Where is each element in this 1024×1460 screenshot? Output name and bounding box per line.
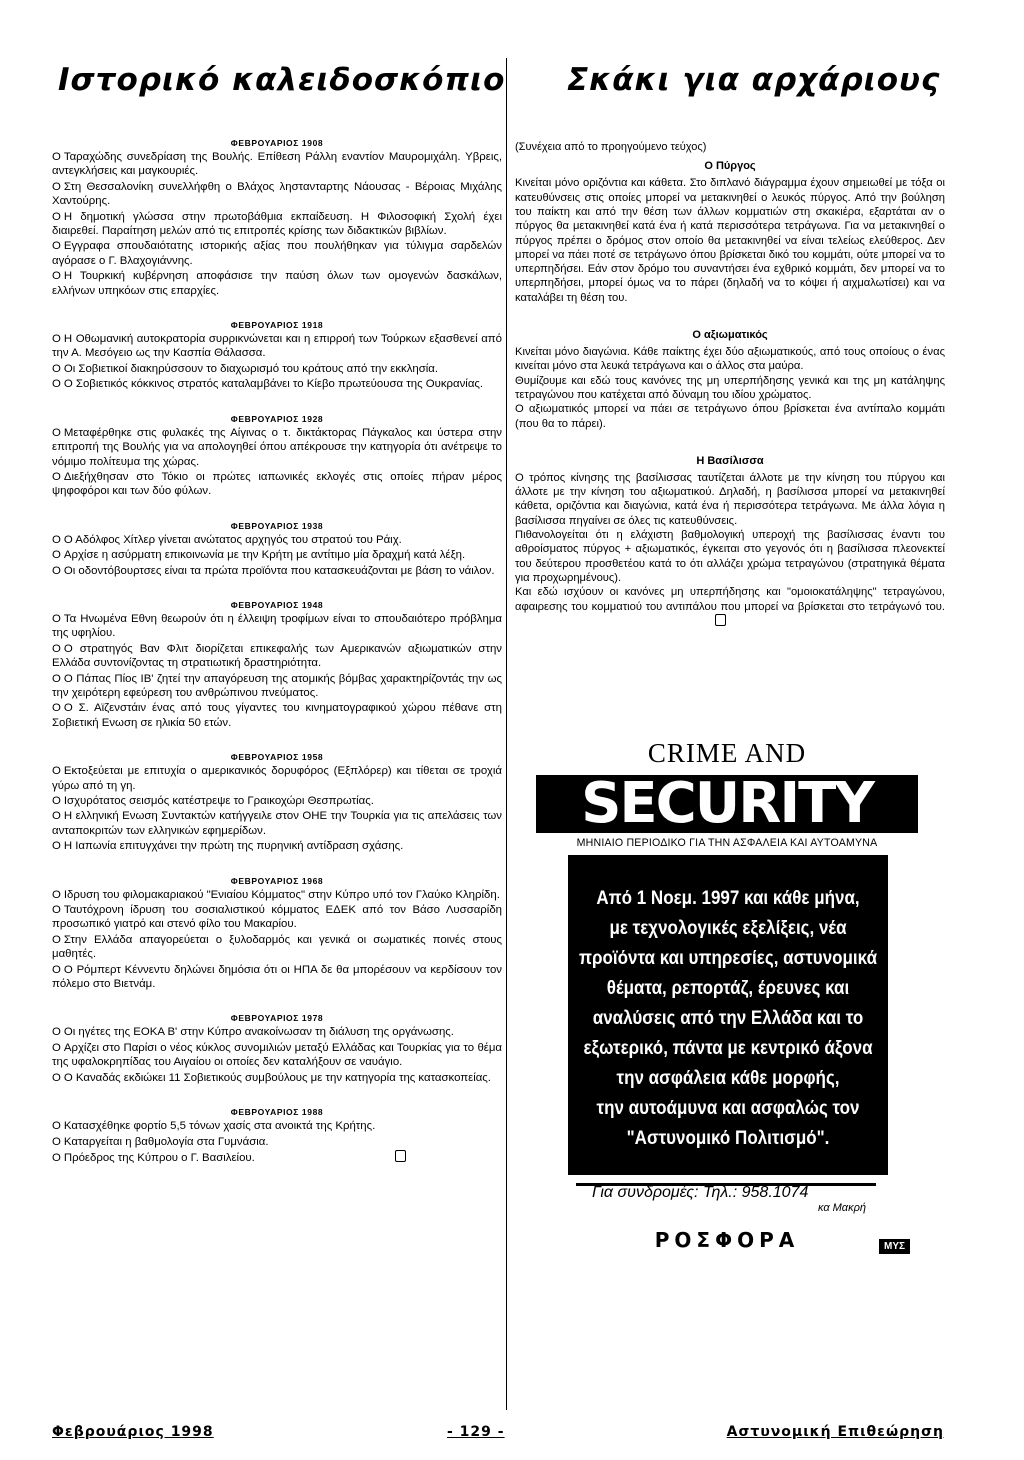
ad-headline-crime: CRIME AND — [647, 738, 807, 768]
history-item — [52, 672, 502, 701]
ad-headline-security: SECURITY — [536, 775, 918, 833]
year-block — [52, 521, 502, 578]
chess-paragraph — [515, 528, 945, 585]
history-item-text: Ταυτόχρονη ίδρυση του σοσιαλιστικού κόμματος ΕΔΕΚ από τον Βάσο Λυσσαρίδη προσωπικό γιατρό και στενό φίλο του Μακαρίου. — [52, 904, 502, 931]
history-column — [52, 0, 506, 1187]
history-item — [52, 933, 502, 962]
circle-bullet-icon: Ο — [52, 1071, 61, 1084]
circle-bullet-icon: Ο — [52, 904, 61, 917]
circle-bullet-icon: Ο — [52, 1120, 61, 1133]
year-heading: ΦΕΒΡΟΥΑΡΙΟΣ 1968 — [230, 875, 324, 886]
history-item-text: Η δημοτική γλώσσα στην πρωτοβάθμια εκπαίδευση. Η Φιλοσοφική Σχολή έχει διαιρεθεί. Παραίτηση μελών από τις επιτροπές κρίσης των διδακτικών βιβλίων. — [52, 210, 502, 238]
chess-title: Σκάκι για αρχάριους — [567, 62, 941, 98]
circle-bullet-icon: Ο — [52, 672, 61, 685]
history-item — [52, 764, 502, 793]
ad-line: την ασφάλεια κάθε μορφής, — [616, 1066, 840, 1089]
year-heading: ΦΕΒΡΟΥΑΡΙΟΣ 1928 — [230, 413, 324, 424]
chess-section-heading: Ο Πύργος — [704, 160, 756, 173]
history-item — [52, 150, 502, 179]
end-mark-icon — [715, 614, 726, 626]
circle-bullet-icon: Ο — [52, 210, 61, 223]
ad-line: αναλύσεις από την Ελλάδα και το — [592, 1006, 864, 1029]
history-item — [52, 642, 502, 671]
history-item-text: Οι Σοβιετικοί διακηρύσσουν το διαχωρισμό του κράτους από την εκκλησία. — [63, 362, 439, 375]
chess-paragraph — [515, 471, 945, 528]
chess-paragraph — [515, 585, 945, 629]
chess-paragraph-text: Κινείται μόνο οριζόντια και κάθετα. Στο διπλανό διάγραμμα έχουν σημειωθεί με τόξα οι κατευθύνσεις στις οποίες μπορεί να μετακινηθεί ο λευκός πύργος. Από την βούληση του παίκτη και από την θέση των άλλων κομματιών στη σκακιέρα, εξαρτάται αν ο πύργος θα μετακινηθεί κατά ένα ή κατά περισσότερα τετράγωνα. Για να μετακινηθεί ο πύργος πρέπει ο δρόμος στον οποίο θα μετακινηθεί να είναι τελείως ελεύθερος. Δεν μπορεί να πάει ποτέ σε τετράγωνο όπου βρίσκεται δικό του κομμάτι, ούτε μπορεί να το υπερπηδήσει. Εάν στον δρόμο του συναντήσει ένα εχθρικό κομμάτι, δεν μπορεί να το υπερπηδήσει, μπορεί όμως να το πάρει (δηλαδή να το κόψει ή αιχμαλωτίσει) και να καταλάβει τη θέση του. — [515, 177, 945, 304]
history-item-text: Ο Σοβιετικός κόκκινος στρατός καταλαμβάνει το Κίεβο πρωτεύουσα της Ουκρανίας. — [63, 378, 484, 391]
history-item-text: Ταραχώδης συνεδρίαση της Βουλής. Επίθεση Ράλλη εναντίον Μαυρομιχάλη. Υβρεις, αντεγκλήσεις και μαγκουριές. — [52, 151, 502, 178]
circle-bullet-icon: Ο — [52, 702, 61, 715]
year-block — [52, 600, 502, 730]
history-item — [52, 1135, 502, 1149]
history-item-text: Ιδρυση του φιλομακαριακού "Ενιαίου Κόμματος" στην Κύπρο υπό τον Γλαύκο Κληρίδη. — [63, 888, 500, 901]
circle-bullet-icon: Ο — [52, 1151, 61, 1164]
year-block — [52, 876, 502, 992]
circle-bullet-icon: Ο — [52, 180, 61, 193]
history-item-text: Αρχίζει στο Παρίσι ο νέος κύκλος συνομιλιών μεταξύ Ελλάδας και Τουρκίας για το θέμα της υφαλοκρηπίδας του Αιγαίου οι οποίες δεν καταλήξουν σε ναυάγιο. — [52, 1041, 502, 1069]
chess-paragraph — [515, 374, 945, 403]
chess-section — [515, 329, 945, 431]
year-heading: ΦΕΒΡΟΥΑΡΙΟΣ 1918 — [230, 320, 324, 331]
history-item-text: Η Ιαπωνία επιτυγχάνει την πρώτη της πυρηνική αντίδραση σχάσης. — [63, 840, 404, 853]
circle-bullet-icon: Ο — [52, 549, 61, 562]
year-block — [52, 1107, 502, 1165]
chess-intro: (Συνέχεια από το προηγούμενο τεύχος) — [515, 141, 707, 153]
circle-bullet-icon: Ο — [52, 933, 61, 946]
history-item — [52, 809, 502, 838]
circle-bullet-icon: Ο — [52, 240, 61, 253]
history-item-text: Τα Ηνωμένα Εθνη θεωρούν ότι η έλλειψη τροφίμων είναι το σπουδαιότερο πρόβλημα της υφηλίου. — [52, 612, 502, 640]
circle-bullet-icon: Ο — [52, 810, 61, 823]
ad-line: την αυτοάμυνα και ασφαλώς τον — [596, 1096, 860, 1119]
chess-paragraph — [515, 345, 945, 374]
history-item — [52, 839, 502, 853]
chess-paragraph-text: Θυμίζουμε και εδώ τους κανόνες της μη υπερπήδησης γενικά και της μη κατάληψης τετραγώνου που κατέχεται από δύναμη του ιδίου χρώματος. — [515, 374, 945, 401]
year-block — [52, 1013, 502, 1085]
history-item-text: Στη Θεσσαλονίκη συνελλήφθη ο Βλάχος ληστανταρτης Νάουσας - Βέροιας Μιχάλης Χαντούρης. — [52, 180, 502, 208]
history-item — [52, 1119, 502, 1133]
circle-bullet-icon: Ο — [52, 888, 61, 901]
circle-bullet-icon: Ο — [52, 533, 61, 546]
chess-sections — [515, 160, 945, 629]
chess-paragraph-text: Ο τρόπος κίνησης της βασίλισσας ταυτίζεται άλλοτε με την κίνηση του πύργου και άλλοτε με την κίνηση του αξιωματικού. Δηλαδή, η βασίλισσα μπορεί να μετακινηθεί κάθετα, οριζόντια και διαγώνια, κατά ένα ή περισσότερα τετράγωνα. Με άλλα λόγια η βασίλισσα πηγαίνει σε όλες τις κατευθύνσεις. — [515, 471, 945, 527]
circle-bullet-icon: Ο — [52, 362, 61, 375]
chess-paragraph-text: Ο αξιωματικός μπορεί να πάει σε τετράγωνο όπου βρίσκεται ένα αντίπαλο κομμάτι (που θα το πάρει). — [515, 403, 945, 430]
page-footer — [52, 1424, 944, 1444]
history-item-text: Η Τουρκική κυβέρνηση αποφάσισε την παύση όλων των ομογενών δασκάλων, ελλήνων υπηκόων στις επαρχίες. — [52, 270, 502, 297]
history-item — [52, 794, 502, 808]
circle-bullet-icon: Ο — [52, 795, 61, 807]
circle-bullet-icon: Ο — [52, 564, 61, 577]
history-item — [52, 210, 502, 239]
chess-paragraph — [515, 176, 945, 305]
circle-bullet-icon: Ο — [52, 612, 61, 625]
history-item — [52, 1071, 502, 1085]
history-item-text: Πρόεδρος της Κύπρου ο Γ. Βασιλείου. — [63, 1151, 255, 1164]
year-heading: ΦΕΒΡΟΥΑΡΙΟΣ 1938 — [230, 520, 324, 531]
footer-publication: Αστυνομική Επιθεώρηση — [726, 1424, 944, 1440]
year-heading: ΦΕΒΡΟΥΑΡΙΟΣ 1978 — [230, 1013, 324, 1024]
history-item-text: Ο στρατηγός Βαν Φλιτ διορίζεται επικεφαλής των Αμερικανών αξιωματικών στην Ελλάδα συντονίζοντας τη στρατιωτική δραστηριότητα. — [52, 642, 502, 670]
history-item — [52, 180, 502, 209]
ad-line: θέματα, ρεπορτάζ, έρευνες και — [606, 976, 850, 999]
history-item-text: Μεταφέρθηκε στις φυλακές της Αίγινας ο τ. δικτάκτορας Πάγκαλος και ύστερα στην επιτροπή της Βουλής για να απολογηθεί όπου απέκρουσε την κατηγορία ότι ανέτρεψε το νόμιμο πολίτευμα της χώρας. — [52, 426, 502, 468]
history-item-text: Οι οδοντόβουρτσες είναι τα πρώτα προϊόντα που κατασκευάζονται με βάση το νάιλον. — [63, 564, 495, 577]
history-item — [52, 903, 502, 932]
history-item — [52, 564, 502, 578]
history-item — [52, 470, 502, 499]
history-item — [52, 701, 502, 730]
ad-logo: ΜΥΣ — [879, 1239, 910, 1254]
circle-bullet-icon: Ο — [52, 151, 61, 163]
ad-line: προϊόντα και υπηρεσίες, αστυνομικά — [578, 946, 878, 969]
history-title: Ιστορικό καλειδοσκόπιο — [58, 62, 506, 98]
year-block — [52, 414, 502, 499]
ad-line: Από 1 Νοεμ. 1997 και κάθε μήνα, — [596, 886, 860, 909]
history-item — [52, 269, 502, 298]
chess-section — [515, 160, 945, 305]
ad-line: εξωτερικό, πάντα με κεντρικό άξονα — [583, 1036, 873, 1059]
year-heading: ΦΕΒΡΟΥΑΡΙΟΣ 1908 — [230, 138, 324, 148]
history-item-text: Ο Αδόλφος Χίτλερ γίνεται ανώτατος αρχηγός του στρατού του Ράιχ. — [63, 533, 402, 546]
circle-bullet-icon: Ο — [52, 765, 61, 778]
chess-section-heading: Ο αξιωματικός — [692, 329, 768, 342]
history-item — [52, 963, 502, 992]
history-item-text: Ο Ρόμπερτ Κέννεντυ δηλώνει δημόσια ότι οι ΗΠΑ δε θα μπορέσουν να κερδίσουν τον πόλεμο στο Βιετνάμ. — [52, 963, 502, 991]
circle-bullet-icon: Ο — [52, 378, 61, 391]
history-item-text: Ισχυρότατος σεισμός κατέστρεψε το Γραικοχώρι Θεσπρωτίας. — [63, 795, 374, 807]
history-item — [52, 332, 502, 361]
chess-paragraph-text: Και εδώ ισχύουν οι κανόνες μη υπερπήδησης και "ομοιοκατάληψης" τετραγώνου, αφαιρεσης του κομματιού του αντιπάλου που μπορεί να βρίσκεται στο τετράγωνό του. — [515, 586, 945, 613]
security-magazine-ad — [528, 716, 926, 1252]
history-item-text: Η Οθωμανική αυτοκρατορία συρρικνώνεται και η επιρροή των Τούρκων εξασθενεί από την Α. Μεσόγειο ως την Κασπία Θάλασσα. — [52, 333, 502, 360]
history-item — [52, 533, 502, 547]
history-item-text: Εγγραφα σπουδαιότατης ιστορικής αξίας που πουλήθηκαν για τύλιγμα σαρδελών αγόρασε ο Γ. Βλαχογιάννης. — [52, 240, 502, 267]
chess-section — [515, 455, 945, 629]
chess-paragraph-text: Κινείται μόνο διαγώνια. Κάθε παίκτης έχει δύο αξιωματικούς, από τους οποίους ο ένας κινείται μόνο στα λευκά τετράγωνα και ο άλλος στα μαύρα. — [515, 346, 945, 373]
history-item — [52, 362, 502, 376]
ad-contact: κα Μακρή — [817, 1202, 866, 1214]
ad-text-box — [568, 855, 888, 1175]
circle-bullet-icon: Ο — [52, 840, 61, 853]
history-item-text: Ο Πάπας Πίος ΙΒ' ζητεί την απαγόρευση της ατομικής βόμβας χαρακτηρίζοντάς την ως την χειρότερη εφεύρεση του ανθρώπινου πνεύματος. — [52, 672, 502, 699]
ad-line: "Αστυνομικό Πολιτισμό". — [626, 1126, 830, 1149]
column-divider — [506, 58, 507, 1410]
history-item — [52, 1150, 502, 1165]
history-item — [52, 1041, 502, 1070]
history-item — [52, 1025, 502, 1039]
year-block — [52, 752, 502, 853]
circle-bullet-icon: Ο — [52, 1026, 61, 1039]
footer-page-number: - 129 - — [447, 1424, 505, 1440]
history-item-text: Καταργείται η βαθμολογία στα Γυμνάσια. — [63, 1135, 269, 1148]
history-item-text: Ο Σ. Αϊζενστάιν ένας από τους γίγαντες του κινηματογραφικού χώρου πέθανε στη Σοβιετική Ενωση σε ηλικία 50 ετών. — [52, 702, 502, 729]
ad-line: με τεχνολογικές εξελίξεις, νέα — [609, 916, 847, 939]
chess-paragraph — [515, 402, 945, 431]
history-item-text: Ο Καναδάς εκδιώκει 11 Σοβιετικούς συμβούλους με την κατηγορία της κατασκοπείας. — [63, 1071, 491, 1084]
history-item-text: Εκτοξεύεται με επιτυχία ο αμερικανικός δορυφόρος (Εξπλόρερ) και τίθεται σε τροχιά γύρω από τη γη. — [52, 765, 502, 792]
circle-bullet-icon: Ο — [52, 426, 61, 439]
history-item-text: Οι ηγέτες της ΕΟΚΑ Β' στην Κύπρο ανακοίνωσαν τη διάλυση της οργάνωσης. — [63, 1026, 454, 1039]
ad-subscription — [576, 1183, 876, 1214]
history-item — [52, 239, 502, 268]
history-item-text: Διεξήχθησαν στο Τόκιο οι πρώτες ιαπωνικές εκλογές στις οποίες πήραν μέρος ψηφοφόροι και των δύο φύλων. — [52, 470, 502, 498]
history-item-text: Η ελληνική Ενωση Συντακτών κατήγγειλε στον ΟΗΕ την Τουρκία για τις απελάσεις των ανταποκριτών των ελληνικών εφημερίδων. — [52, 810, 502, 837]
end-mark-icon — [395, 1150, 406, 1162]
year-block — [52, 138, 502, 298]
circle-bullet-icon: Ο — [52, 470, 61, 483]
ad-phone: Για συνδρομές: Τηλ.: 958.1074 — [592, 1184, 809, 1201]
footer-date: Φεβρουάριος 1998 — [52, 1424, 214, 1440]
year-block — [52, 320, 502, 392]
circle-bullet-icon: Ο — [52, 1041, 61, 1054]
history-item — [52, 612, 502, 641]
circle-bullet-icon: Ο — [52, 1135, 61, 1148]
history-item-text: Κατασχέθηκε φορτίο 5,5 τόνων χασίς στα ανοικτά της Κρήτης. — [63, 1120, 376, 1133]
year-heading: ΦΕΒΡΟΥΑΡΙΟΣ 1948 — [230, 599, 324, 610]
circle-bullet-icon: Ο — [52, 270, 61, 283]
history-item — [52, 888, 502, 902]
history-item-text: Στην Ελλάδα απαγορεύεται ο ξυλοδαρμός και γενικά οι σωματικές ποινές στους μαθητές. — [52, 933, 502, 961]
history-item — [52, 377, 502, 391]
history-item — [52, 426, 502, 469]
circle-bullet-icon: Ο — [52, 333, 61, 346]
chess-paragraph-text: Πιθανολογείται ότι η ελάχιστη βαθμολογική υπεροχή της βασίλισσας έναντι του αθροίσματος πύργος + αξιωματικός, έγκειται στο γεγονός ότι η βασίλισσα πλεονεκτεί του δεύτερου προσθετέου κατά το ότι αλλάζει χρώμα τετραγώνου (στρατηγικά θέματα για προχωρημένους). — [515, 529, 945, 584]
history-item-text: Αρχίσε η ασύρματη επικοινωνία με την Κρήτη με αντίτιμο μία δραχμή κατά λέξη. — [63, 549, 466, 562]
chess-section-heading: Η Βασίλισσα — [696, 454, 764, 467]
ad-subtitle: ΜΗΝΙΑΙΟ ΠΕΡΙΟΔΙΚΟ ΓΙΑ ΤΗΝ ΑΣΦΑΛΕΙΑ ΚΑΙ ΑΥΤΟΑΜΥΝΑ — [576, 837, 878, 849]
history-item — [52, 548, 502, 562]
circle-bullet-icon: Ο — [52, 963, 61, 976]
year-heading: ΦΕΒΡΟΥΑΡΙΟΣ 1958 — [230, 752, 324, 763]
circle-bullet-icon: Ο — [52, 642, 61, 655]
year-heading: ΦΕΒΡΟΥΑΡΙΟΣ 1988 — [230, 1107, 324, 1118]
ad-brand: ΡΟΣΦΟΡΑ — [654, 1228, 800, 1252]
chess-column — [515, 0, 945, 629]
history-list — [52, 138, 502, 1165]
